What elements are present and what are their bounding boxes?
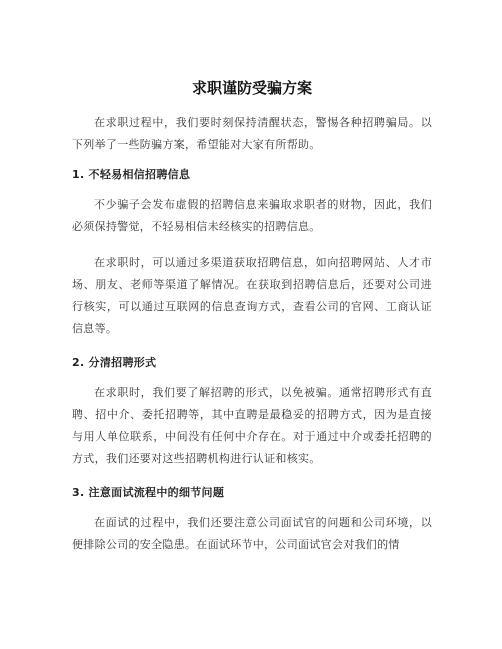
section-3-paragraph-1: 在面试的过程中，我们还要注意公司面试官的问题和公司环境，以便排除公司的安全隐患。在面试环节中，公司面试官会对我们的情	[72, 516, 432, 551]
section-1-paragraph-2: 在求职时，可以通过多渠道获取招聘信息，如向招聘网站、人才市场、朋友、老师等渠道了解情况。在获取到招聘信息后，还要对公司进行核实，可以通过互联网的信息查询方式，查看公司的官网、工商认证信息等。	[72, 256, 432, 335]
document-title: 求职谨防受骗方案	[191, 79, 312, 97]
section-heading-2: 2. 分清招聘形式	[72, 356, 157, 369]
section-heading-1: 1. 不轻易相信招聘信息	[72, 168, 191, 181]
section-2-paragraph-1: 在求职时，我们要了解招聘的形式，以免被骗。通常招聘形式有直聘、招中介、委托招聘等，其中直聘是最稳妥的招聘方式，因为是直接与用人单位联系，中间没有任何中介存在。对于通过中介或委托招聘的方式，我们还要对这些招聘机构进行认证和核实。	[72, 386, 432, 465]
document-body	[72, 78, 432, 570]
section-1-paragraph-1: 不少骗子会发布虚假的招聘信息来骗取求职者的财物，因此，我们必须保持警觉，不轻易相信未经核实的招聘信息。	[72, 198, 432, 233]
section-heading-3: 3. 注意面试流程中的细节问题	[72, 486, 225, 499]
intro-paragraph: 在求职过程中，我们要时刻保持清醒状态，警惕各种招聘骗局。以下列举了一些防骗方案，希望能对大家有所帮助。	[72, 116, 432, 151]
